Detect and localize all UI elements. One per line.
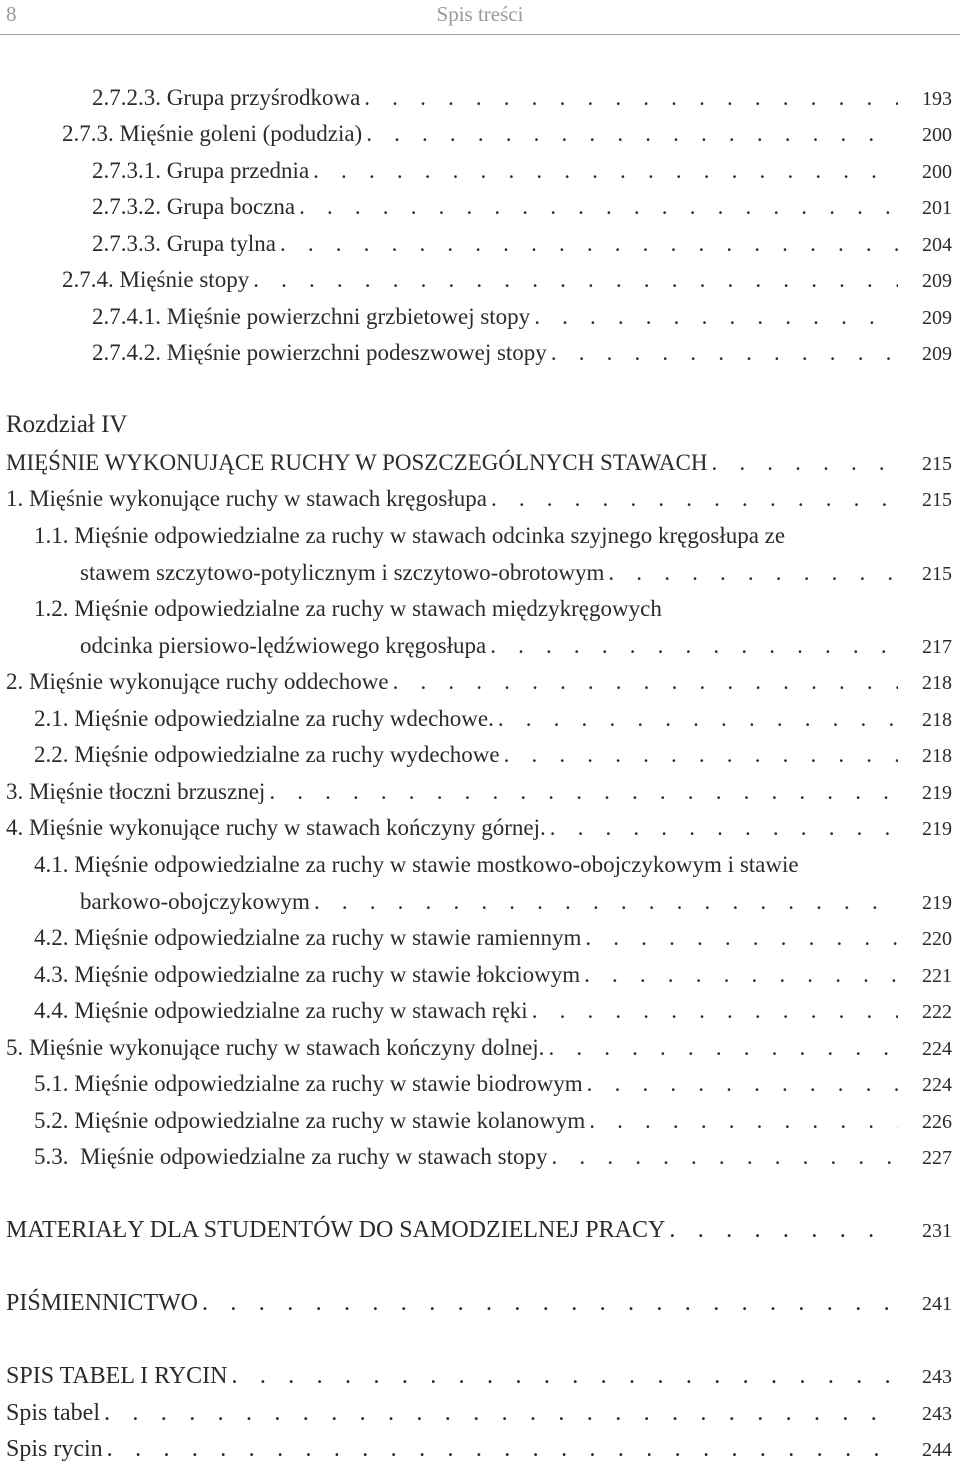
dot-leader — [202, 1285, 898, 1321]
dot-leader — [314, 884, 898, 920]
dot-leader — [299, 189, 898, 225]
toc-entry[interactable] — [34, 957, 952, 993]
entry-page: 218 — [922, 745, 952, 767]
toc-entry[interactable] — [34, 1066, 952, 1102]
entry-title: 5.2. Mięśnie odpowiedzialne za ruchy w stawie kolanowym — [34, 1108, 586, 1133]
entry-title-line1: 4.1. Mięśnie odpowiedzialne za ruchy w stawie mostkowo-obojczykowym i stawie — [34, 852, 799, 877]
entry-title: Spis tabel — [6, 1400, 100, 1426]
dot-leader — [253, 262, 898, 298]
toc-entry[interactable] — [92, 299, 952, 335]
entry-page: 209 — [922, 343, 952, 365]
entry-title: 2.7.2.3. Grupa przyśrodkowa — [92, 85, 361, 110]
entry-title: odcinka piersiowo-lędźwiowego kręgosłupa — [80, 633, 487, 658]
dot-leader — [313, 153, 898, 189]
entry-title: 2.7.3.2. Grupa boczna — [92, 194, 296, 219]
entry-title: MATERIAŁY DLA STUDENTÓW DO SAMODZIELNEJ PRACY — [6, 1217, 666, 1243]
dot-leader — [534, 299, 898, 335]
toc-entry[interactable] — [34, 993, 952, 1029]
entry-title: 2.7.4. Mięśnie stopy — [62, 267, 250, 292]
entry-page: 244 — [922, 1439, 952, 1461]
entry-title: 3. Mięśnie tłoczni brzusznej — [6, 779, 266, 804]
entry-title: 2. Mięśnie wykonujące ruchy oddechowe — [6, 669, 389, 694]
toc-entry[interactable] — [6, 1030, 952, 1066]
dot-leader — [551, 335, 898, 371]
entry-title: 2.7.3.1. Grupa przednia — [92, 158, 310, 183]
entry-title: 4.3. Mięśnie odpowiedzialne za ruchy w stawie łokciowym — [34, 962, 581, 987]
dot-leader — [711, 445, 898, 481]
entry-title-line1: 1.2. Mięśnie odpowiedzialne za ruchy w stawach międzykręgowych — [34, 596, 662, 621]
entry-page: 209 — [922, 270, 952, 292]
entry-page: 218 — [922, 709, 952, 731]
dot-leader — [584, 957, 898, 993]
entry-page: 219 — [922, 818, 952, 840]
toc-entry[interactable] — [80, 628, 952, 664]
toc-entry[interactable] — [80, 555, 952, 591]
toc-entry[interactable] — [80, 884, 952, 920]
dot-leader — [608, 555, 898, 591]
entry-page: 231 — [922, 1220, 952, 1242]
entry-title: 4.4. Mięśnie odpowiedzialne za ruchy w stawach ręki — [34, 998, 528, 1023]
toc-entry[interactable] — [6, 1285, 952, 1321]
dot-leader — [104, 1395, 898, 1431]
dot-leader — [532, 993, 898, 1029]
entry-page: 221 — [922, 965, 952, 987]
entry-page: 226 — [922, 1111, 952, 1133]
toc-entry[interactable] — [34, 1103, 952, 1139]
entry-title: MIĘŚNIE WYKONUJĄCE RUCHY W POSZCZEGÓLNYCH STAWACH — [6, 450, 708, 475]
toc-entry[interactable] — [6, 664, 952, 700]
entry-title: 5.3. Mięśnie odpowiedzialne za ruchy w stawach stopy — [34, 1144, 548, 1169]
toc-entry[interactable] — [34, 1139, 952, 1175]
entry-page: 215 — [922, 489, 952, 511]
entry-page: 243 — [922, 1403, 952, 1425]
toc-entry[interactable] — [92, 80, 952, 116]
page-header — [0, 0, 960, 35]
toc-entry[interactable] — [62, 262, 952, 298]
toc-entry[interactable] — [6, 810, 952, 846]
toc-entry[interactable] — [34, 920, 952, 956]
running-title: Spis treści — [436, 2, 524, 26]
entry-page: 222 — [922, 1001, 952, 1023]
dot-leader — [552, 1139, 898, 1175]
entry-title: 5. Mięśnie wykonujące ruchy w stawach kończyny dolnej. — [6, 1035, 545, 1060]
dot-leader — [550, 810, 898, 846]
entry-page: 200 — [922, 161, 952, 183]
dot-leader — [280, 226, 898, 262]
entry-title: 2.2. Mięśnie odpowiedzialne za ruchy wydechowe — [34, 742, 500, 767]
toc-entry[interactable] — [6, 481, 952, 517]
entry-page: 215 — [922, 453, 952, 475]
toc-entry[interactable] — [34, 737, 952, 773]
entry-title: SPIS TABEL I RYCIN — [6, 1363, 228, 1389]
chapter-heading: Rozdział IV — [6, 411, 128, 438]
entry-page: 201 — [922, 197, 952, 219]
dot-leader — [269, 774, 898, 810]
dot-leader — [587, 1066, 898, 1102]
entry-page: 215 — [922, 563, 952, 585]
dot-leader — [231, 1358, 898, 1394]
entry-page: 241 — [922, 1293, 952, 1315]
entry-page: 219 — [922, 782, 952, 804]
entry-page: 204 — [922, 234, 952, 256]
dot-leader — [498, 701, 898, 737]
toc-entry[interactable] — [92, 335, 952, 371]
entry-title: 5.1. Mięśnie odpowiedzialne za ruchy w stawie biodrowym — [34, 1071, 583, 1096]
toc-entry[interactable] — [92, 153, 952, 189]
entry-page: 219 — [922, 892, 952, 914]
entry-page: 224 — [922, 1074, 952, 1096]
entry-title: 2.7.3.3. Grupa tylna — [92, 231, 276, 256]
dot-leader — [366, 116, 898, 152]
entry-title: barkowo-obojczykowym — [80, 889, 310, 914]
entry-title: stawem szczytowo-potylicznym i szczytowo-obrotowym — [80, 560, 605, 585]
entry-title-line1: 1.1. Mięśnie odpowiedzialne za ruchy w stawach odcinka szyjnego kręgosłupa ze — [34, 523, 786, 548]
toc-entry[interactable] — [62, 116, 952, 152]
entry-page: 224 — [922, 1038, 952, 1060]
toc-entry[interactable] — [92, 226, 952, 262]
toc-entry[interactable] — [34, 701, 952, 737]
entry-title: 4.2. Mięśnie odpowiedzialne za ruchy w stawie ramiennym — [34, 925, 582, 950]
dot-leader — [490, 628, 898, 664]
entry-page: 227 — [922, 1147, 952, 1169]
toc-entry[interactable] — [6, 774, 952, 810]
dot-leader — [589, 1103, 898, 1139]
toc-entry[interactable] — [6, 1395, 952, 1431]
entry-title: 4. Mięśnie wykonujące ruchy w stawach kończyny górnej. — [6, 815, 546, 840]
entry-title: 1. Mięśnie wykonujące ruchy w stawach kręgosłupa — [6, 486, 487, 511]
entry-page: 217 — [922, 636, 952, 658]
entry-title: 2.7.4.2. Mięśnie powierzchni podeszwowej stopy — [92, 340, 547, 365]
dot-leader — [669, 1212, 898, 1248]
entry-page: 220 — [922, 928, 952, 950]
dot-leader — [491, 481, 898, 517]
entry-page: 209 — [922, 307, 952, 329]
dot-leader — [504, 737, 898, 773]
entry-title: 2.7.4.1. Mięśnie powierzchni grzbietowej stopy — [92, 304, 531, 329]
entry-title: PIŚMIENNICTWO — [6, 1290, 198, 1316]
entry-title: 2.7.3. Mięśnie goleni (podudzia) — [62, 121, 363, 146]
dot-leader — [364, 80, 898, 116]
toc-entry[interactable] — [92, 189, 952, 225]
dot-leader — [393, 664, 898, 700]
dot-leader — [585, 920, 898, 956]
entry-page: 200 — [922, 124, 952, 146]
entry-page: 193 — [922, 88, 952, 110]
toc-entry[interactable] — [6, 445, 952, 481]
entry-page: 218 — [922, 672, 952, 694]
toc-entry[interactable] — [6, 1212, 952, 1248]
toc-entry[interactable] — [6, 1358, 952, 1394]
entry-page: 243 — [922, 1366, 952, 1388]
toc-entry[interactable] — [6, 1431, 952, 1467]
dot-leader — [107, 1431, 898, 1467]
dot-leader — [548, 1030, 898, 1066]
entry-title: 2.1. Mięśnie odpowiedzialne za ruchy wdechowe. — [34, 706, 494, 731]
page-number: 8 — [6, 2, 17, 26]
entry-title: Spis rycin — [6, 1436, 103, 1462]
